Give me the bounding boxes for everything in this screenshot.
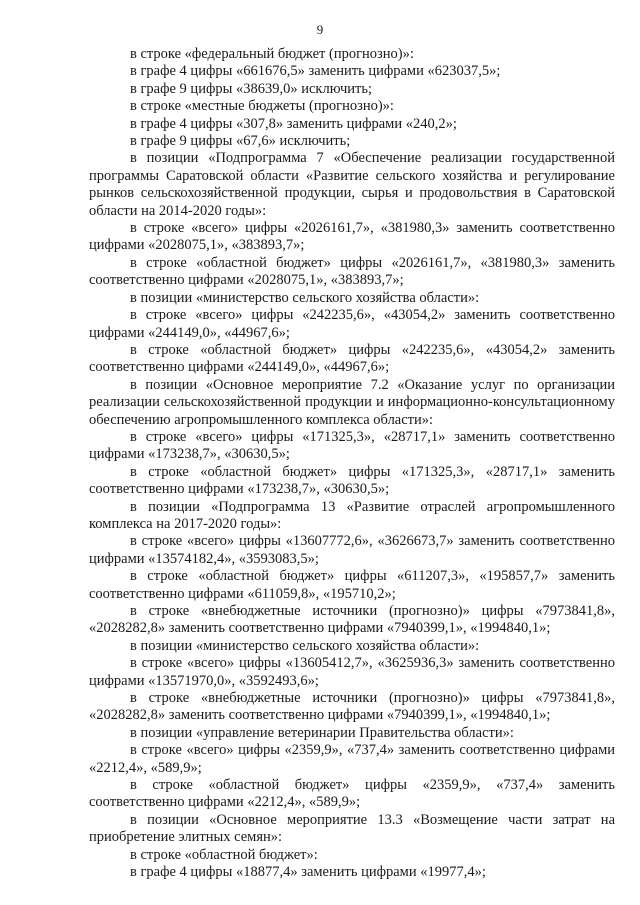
paragraph: в строке «областной бюджет»: [130,846,318,863]
paragraph: в позиции «Подпрограмма 7 «Обеспечение реализации государственной программы Саратовской области «Развитие сельского хозяйства и регулирование рынков сельскохозяйственной продукции, сырья и продовольствия в Саратовской области на 2014-2020 годы»: [89,150,615,219]
paragraph: в позиции «Основное мероприятие 7.2 «Оказание услуг по организации реализации сельскохозяйственной продукции и информационно-консультационному обеспечению агропромышленного комплекса области»: [89,376,615,428]
paragraph: в строке «внебюджетные источники (прогнозно)» цифры «7973841,8», «2028282,8» заменить соответственно цифрами «7940399,1», «1994840,1»; [89,603,615,637]
paragraph: в строке «областной бюджет» цифры «171325,3», «28717,1» заменить соответственно цифрами «173238,7», «30630,5»; [89,463,615,498]
paragraph: в строке «внебюджетные источники (прогнозно)» цифры «7973841,8», «2028282,8» заменить соответственно цифрами «7940399,1», «1994840,1»; [89,690,615,724]
paragraph: в позиции «Подпрограмма 13 «Развитие отраслей агропромышленного комплекса на 2017-2020 годы»: [89,498,615,532]
paragraph: в графе 9 цифры «38639,0» исключить; [130,80,373,97]
paragraph: в строке «областной бюджет» цифры «242235,6», «43054,2» заменить соответственно цифрами «244149,0», «44967,6»; [89,341,615,376]
paragraph: в строке «всего» цифры «2359,9», «737,4» заменить соответственно цифрами «2212,4», «589,9»; [89,742,615,776]
paragraph: в графе 4 цифры «307,8» заменить цифрами «240,2»; [130,115,457,132]
paragraph: в позиции «Основное мероприятие 13.3 «Возмещение части затрат на приобретение элитных семян»: [89,811,615,846]
paragraph: в строке «всего» цифры «171325,3», «28717,1» заменить соответственно цифрами «173238,7», «30630,5»; [89,428,615,463]
paragraph: в позиции «управление ветеринарии Правительства области»: [130,724,514,741]
paragraph: в строке «областной бюджет» цифры «2359,9», «737,4» заменить соответственно цифрами «2212,4», «589,9»; [89,777,615,811]
paragraph: в строке «всего» цифры «2026161,7», «381980,3» заменить соответственно цифрами «2028075,1», «383893,7»; [89,220,615,254]
paragraph: в позиции «министерство сельского хозяйства области»: [130,289,480,306]
paragraph: в строке «всего» цифры «13605412,7», «3625936,3» заменить соответственно цифрами «13571970,0», «3592493,6»; [89,655,615,689]
paragraph: в строке «областной бюджет» цифры «2026161,7», «381980,3» заменить соответственно цифрами «2028075,1», «383893,7»; [89,254,615,289]
paragraph: в графе 9 цифры «67,6» исключить; [130,133,351,150]
page-number: 9 [316,22,324,37]
paragraph: в графе 4 цифры «661676,5» заменить цифрами «623037,5»; [130,63,501,80]
paragraph: в строке «местные бюджеты (прогнозно)»: [130,98,394,115]
paragraph: в строке «областной бюджет» цифры «611207,3», «195857,7» заменить соответственно цифрами «611059,8», «195710,2»; [89,568,615,602]
document-body [89,46,615,882]
paragraph: в строке «всего» цифры «13607772,6», «3626673,7» заменить соответственно цифрами «13574182,4», «3593083,5»; [89,533,615,567]
paragraph: в графе 4 цифры «18877,4» заменить цифрами «19977,4»; [130,864,486,881]
paragraph: в строке «всего» цифры «242235,6», «43054,2» заменить соответственно цифрами «244149,0», «44967,6»; [89,307,615,341]
paragraph: в строке «федеральный бюджет (прогнозно)»: [130,46,414,62]
paragraph: в позиции «министерство сельского хозяйства области»: [130,637,480,654]
